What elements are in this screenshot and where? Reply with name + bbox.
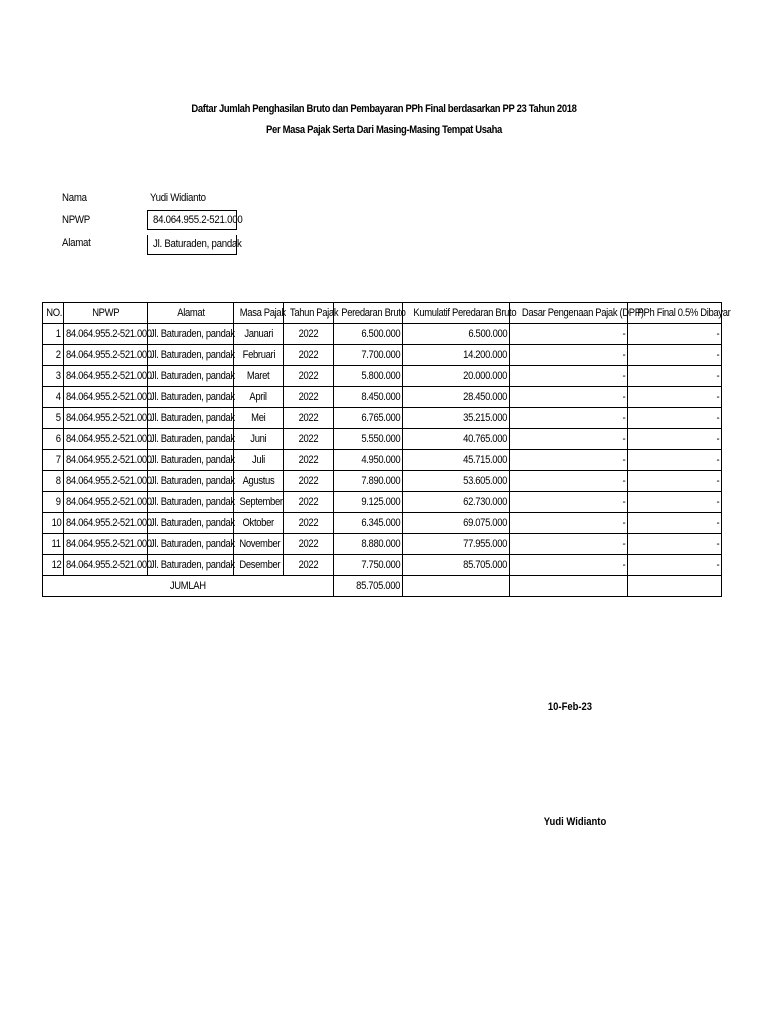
cell-alamat: Jl. Baturaden, pandak (148, 492, 234, 513)
cell-masa-pajak: Agustus (234, 471, 284, 492)
cell-kumulatif: 20.000.000 (403, 366, 510, 387)
cell-pph-final: - (628, 429, 722, 450)
cell-npwp: 84.064.955.2-521.000 (64, 492, 148, 513)
cell-kumulatif: 53.605.000 (403, 471, 510, 492)
cell-npwp: 84.064.955.2-521.000 (64, 408, 148, 429)
cell-kumulatif: 62.730.000 (403, 492, 510, 513)
tax-table (42, 302, 731, 597)
table-row (43, 513, 722, 534)
alamat-value: Jl. Baturaden, pandak (153, 238, 242, 250)
npwp-value-box (147, 210, 243, 230)
cell-dpp: - (510, 471, 628, 492)
cell-alamat: Jl. Baturaden, pandak (148, 408, 234, 429)
nama-label: Nama (62, 192, 87, 204)
total-row (43, 576, 722, 597)
npwp-value: 84.064.955.2-521.000 (153, 214, 243, 226)
nama-value: Yudi Widianto (150, 192, 206, 204)
total-empty-kumulatif (403, 576, 510, 597)
cell-pph-final: - (628, 408, 722, 429)
cell-peredaran-bruto: 8.880.000 (334, 534, 403, 555)
cell-no: 3 (43, 366, 64, 387)
cell-pph-final: - (628, 324, 722, 345)
cell-pph-final: - (628, 345, 722, 366)
header-tahun-pajak: Tahun Pajak (284, 303, 334, 324)
header-dpp: Dasar Pengenaan Pajak (DPP) (510, 303, 628, 324)
cell-tahun-pajak: 2022 (284, 345, 334, 366)
cell-no: 8 (43, 471, 64, 492)
cell-npwp: 84.064.955.2-521.000 (64, 387, 148, 408)
cell-peredaran-bruto: 9.125.000 (334, 492, 403, 513)
cell-kumulatif: 77.955.000 (403, 534, 510, 555)
total-empty-dpp (510, 576, 628, 597)
table-row (43, 345, 722, 366)
npwp-label: NPWP (62, 214, 90, 226)
table-row (43, 408, 722, 429)
cell-dpp: - (510, 324, 628, 345)
cell-peredaran-bruto: 6.345.000 (334, 513, 403, 534)
table-row (43, 366, 722, 387)
cell-kumulatif: 6.500.000 (403, 324, 510, 345)
header-kumulatif: Kumulatif Peredaran Bruto (403, 303, 510, 324)
cell-npwp: 84.064.955.2-521.000 (64, 345, 148, 366)
cell-no: 4 (43, 387, 64, 408)
cell-peredaran-bruto: 6.500.000 (334, 324, 403, 345)
cell-alamat: Jl. Baturaden, pandak (148, 555, 234, 576)
cell-dpp: - (510, 450, 628, 471)
table-row (43, 534, 722, 555)
cell-masa-pajak: Mei (234, 408, 284, 429)
cell-dpp: - (510, 366, 628, 387)
cell-npwp: 84.064.955.2-521.000 (64, 429, 148, 450)
header-masa-pajak: Masa Pajak (234, 303, 284, 324)
cell-tahun-pajak: 2022 (284, 408, 334, 429)
cell-kumulatif: 14.200.000 (403, 345, 510, 366)
cell-tahun-pajak: 2022 (284, 324, 334, 345)
cell-masa-pajak: September (234, 492, 284, 513)
cell-kumulatif: 35.215.000 (403, 408, 510, 429)
cell-masa-pajak: Oktober (234, 513, 284, 534)
total-empty-pph (628, 576, 722, 597)
header-no: NO. (43, 303, 64, 324)
header-pph-final: PPh Final 0.5% Dibayar (628, 303, 722, 324)
cell-masa-pajak: April (234, 387, 284, 408)
cell-no: 11 (43, 534, 64, 555)
table-row (43, 492, 722, 513)
table-row (43, 555, 722, 576)
header-peredaran-bruto: Peredaran Bruto (334, 303, 403, 324)
cell-tahun-pajak: 2022 (284, 366, 334, 387)
cell-dpp: - (510, 387, 628, 408)
table-header-row (43, 303, 722, 324)
cell-npwp: 84.064.955.2-521.000 (64, 471, 148, 492)
cell-dpp: - (510, 429, 628, 450)
document-date: 10-Feb-23 (547, 701, 593, 713)
cell-peredaran-bruto: 5.550.000 (334, 429, 403, 450)
cell-peredaran-bruto: 7.700.000 (334, 345, 403, 366)
cell-kumulatif: 85.705.000 (403, 555, 510, 576)
cell-tahun-pajak: 2022 (284, 513, 334, 534)
table-row (43, 324, 722, 345)
cell-alamat: Jl. Baturaden, pandak (148, 387, 234, 408)
cell-pph-final: - (628, 450, 722, 471)
cell-tahun-pajak: 2022 (284, 492, 334, 513)
cell-no: 6 (43, 429, 64, 450)
cell-pph-final: - (628, 471, 722, 492)
cell-peredaran-bruto: 7.890.000 (334, 471, 403, 492)
cell-masa-pajak: November (234, 534, 284, 555)
cell-peredaran-bruto: 8.450.000 (334, 387, 403, 408)
table-row (43, 450, 722, 471)
cell-npwp: 84.064.955.2-521.000 (64, 450, 148, 471)
cell-masa-pajak: Februari (234, 345, 284, 366)
table-row (43, 387, 722, 408)
cell-no: 5 (43, 408, 64, 429)
header-alamat: Alamat (148, 303, 234, 324)
cell-alamat: Jl. Baturaden, pandak (148, 429, 234, 450)
cell-masa-pajak: Desember (234, 555, 284, 576)
cell-no: 9 (43, 492, 64, 513)
cell-kumulatif: 69.075.000 (403, 513, 510, 534)
cell-no: 12 (43, 555, 64, 576)
header-npwp: NPWP (64, 303, 148, 324)
cell-kumulatif: 45.715.000 (403, 450, 510, 471)
cell-no: 10 (43, 513, 64, 534)
cell-npwp: 84.064.955.2-521.000 (64, 324, 148, 345)
table-row (43, 429, 722, 450)
cell-npwp: 84.064.955.2-521.000 (64, 534, 148, 555)
cell-npwp: 84.064.955.2-521.000 (64, 366, 148, 387)
cell-npwp: 84.064.955.2-521.000 (64, 513, 148, 534)
document-subtitle: Per Masa Pajak Serta Dari Masing-Masing Tempat Usaha (266, 124, 502, 136)
table-row (43, 471, 722, 492)
cell-no: 2 (43, 345, 64, 366)
cell-kumulatif: 28.450.000 (403, 387, 510, 408)
cell-peredaran-bruto: 6.765.000 (334, 408, 403, 429)
cell-alamat: Jl. Baturaden, pandak (148, 450, 234, 471)
cell-masa-pajak: Juli (234, 450, 284, 471)
cell-tahun-pajak: 2022 (284, 534, 334, 555)
document-title: Daftar Jumlah Penghasilan Bruto dan Pembayaran PPh Final berdasarkan PP 23 Tahun 2018 (191, 103, 577, 115)
cell-no: 1 (43, 324, 64, 345)
alamat-value-box (147, 235, 242, 255)
cell-tahun-pajak: 2022 (284, 555, 334, 576)
cell-pph-final: - (628, 534, 722, 555)
cell-masa-pajak: Juni (234, 429, 284, 450)
cell-dpp: - (510, 408, 628, 429)
cell-alamat: Jl. Baturaden, pandak (148, 534, 234, 555)
total-value: 85.705.000 (334, 576, 403, 597)
cell-dpp: - (510, 492, 628, 513)
cell-pph-final: - (628, 387, 722, 408)
cell-pph-final: - (628, 555, 722, 576)
cell-alamat: Jl. Baturaden, pandak (148, 366, 234, 387)
cell-dpp: - (510, 345, 628, 366)
signer-name: Yudi Widianto (543, 816, 607, 828)
cell-alamat: Jl. Baturaden, pandak (148, 471, 234, 492)
cell-pph-final: - (628, 492, 722, 513)
cell-peredaran-bruto: 5.800.000 (334, 366, 403, 387)
cell-kumulatif: 40.765.000 (403, 429, 510, 450)
cell-alamat: Jl. Baturaden, pandak (148, 345, 234, 366)
cell-peredaran-bruto: 7.750.000 (334, 555, 403, 576)
cell-npwp: 84.064.955.2-521.000 (64, 555, 148, 576)
cell-alamat: Jl. Baturaden, pandak (148, 324, 234, 345)
total-label: JUMLAH (43, 576, 334, 597)
alamat-label: Alamat (62, 237, 91, 249)
cell-dpp: - (510, 534, 628, 555)
cell-tahun-pajak: 2022 (284, 450, 334, 471)
cell-masa-pajak: Maret (234, 366, 284, 387)
cell-pph-final: - (628, 513, 722, 534)
cell-dpp: - (510, 513, 628, 534)
cell-tahun-pajak: 2022 (284, 471, 334, 492)
cell-pph-final: - (628, 366, 722, 387)
cell-no: 7 (43, 450, 64, 471)
cell-peredaran-bruto: 4.950.000 (334, 450, 403, 471)
cell-dpp: - (510, 555, 628, 576)
cell-masa-pajak: Januari (234, 324, 284, 345)
cell-tahun-pajak: 2022 (284, 429, 334, 450)
cell-tahun-pajak: 2022 (284, 387, 334, 408)
cell-alamat: Jl. Baturaden, pandak (148, 513, 234, 534)
